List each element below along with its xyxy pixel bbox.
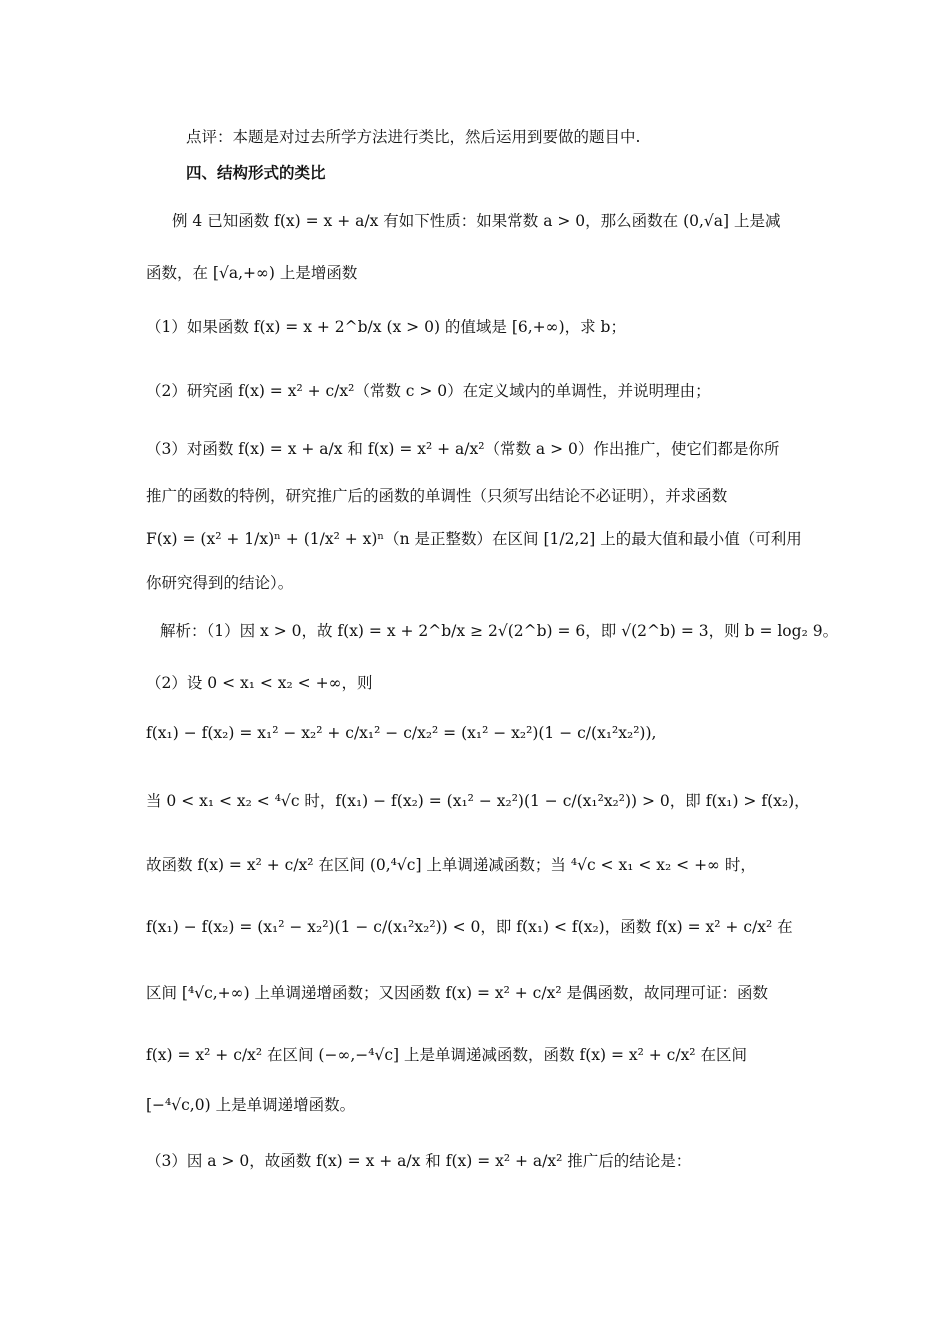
solution-3-intro: （3）因 a > 0，故函数 f(x) = x + a/x 和 f(x) = x² + a/x² 推广后的结论是： — [146, 1152, 692, 1170]
example-4-statement: 例 4 已知函数 f(x) = x + a/x 有如下性质：如果常数 a > 0，那么函数在 (0,√a] 上是减 — [172, 212, 781, 230]
solution-2-case-2: f(x₁) − f(x₂) = (x₁² − x₂²)(1 − c/(x₁²x₂²)) < 0，即 f(x₁) < f(x₂)，函数 f(x) = x² + c/x² 在 — [146, 918, 793, 936]
question-2: （2）研究函 f(x) = x² + c/x²（常数 c > 0）在定义域内的单调性，并说明理由； — [146, 382, 711, 400]
question-1: （1）如果函数 f(x) = x + 2^b/x (x > 0) 的值域是 [6,+∞)，求 b； — [146, 318, 626, 336]
question-3-cont-2: F(x) = (x² + 1/x)ⁿ + (1/x² + x)ⁿ（n 是正整数）在区间 [1/2,2] 上的最大值和最小值（可利用 — [146, 530, 802, 548]
question-3: （3）对函数 f(x) = x + a/x 和 f(x) = x² + a/x²（常数 a > 0）作出推广，使它们都是你所 — [146, 440, 780, 458]
solution-2-conclusion-1: 故函数 f(x) = x² + c/x² 在区间 (0,⁴√c] 上单调递减函数；当 ⁴√c < x₁ < x₂ < +∞ 时， — [146, 856, 756, 874]
example-4-statement-cont: 函数，在 [√a,+∞) 上是增函数 — [146, 264, 358, 282]
solution-2-even-function: f(x) = x² + c/x² 在区间 (−∞,−⁴√c] 上是单调递减函数，函数 f(x) = x² + c/x² 在区间 — [146, 1046, 747, 1064]
question-3-cont-1: 推广的函数的特例，研究推广后的函数的单调性（只须写出结论不必证明），并求函数 — [146, 487, 728, 505]
solution-1: 解析：（1）因 x > 0，故 f(x) = x + 2^b/x ≥ 2√(2^b) = 6，即 √(2^b) = 3，则 b = log₂ 9。 — [160, 622, 839, 640]
solution-2-intro: （2）设 0 < x₁ < x₂ < +∞，则 — [146, 674, 373, 692]
solution-2-case-1: 当 0 < x₁ < x₂ < ⁴√c 时，f(x₁) − f(x₂) = (x₁² − x₂²)(1 − c/(x₁²x₂²)) > 0，即 f(x₁) > f(x₂)， — [146, 792, 810, 810]
solution-2-eq-1: f(x₁) − f(x₂) = x₁² − x₂² + c/x₁² − c/x₂² = (x₁² − x₂²)(1 − c/(x₁²x₂²)), — [146, 724, 657, 742]
section-heading: 四、结构形式的类比 — [186, 163, 326, 182]
question-3-cont-3: 你研究得到的结论）。 — [146, 574, 294, 592]
solution-2-conclusion-2: 区间 [⁴√c,+∞) 上单调递增函数；又因函数 f(x) = x² + c/x² 是偶函数，故同理可证：函数 — [146, 984, 768, 1002]
solution-2-final: [−⁴√c,0) 上是单调递增函数。 — [146, 1096, 356, 1114]
comment-line: 点评：本题是对过去所学方法进行类比，然后运用到要做的题目中. — [186, 128, 641, 146]
